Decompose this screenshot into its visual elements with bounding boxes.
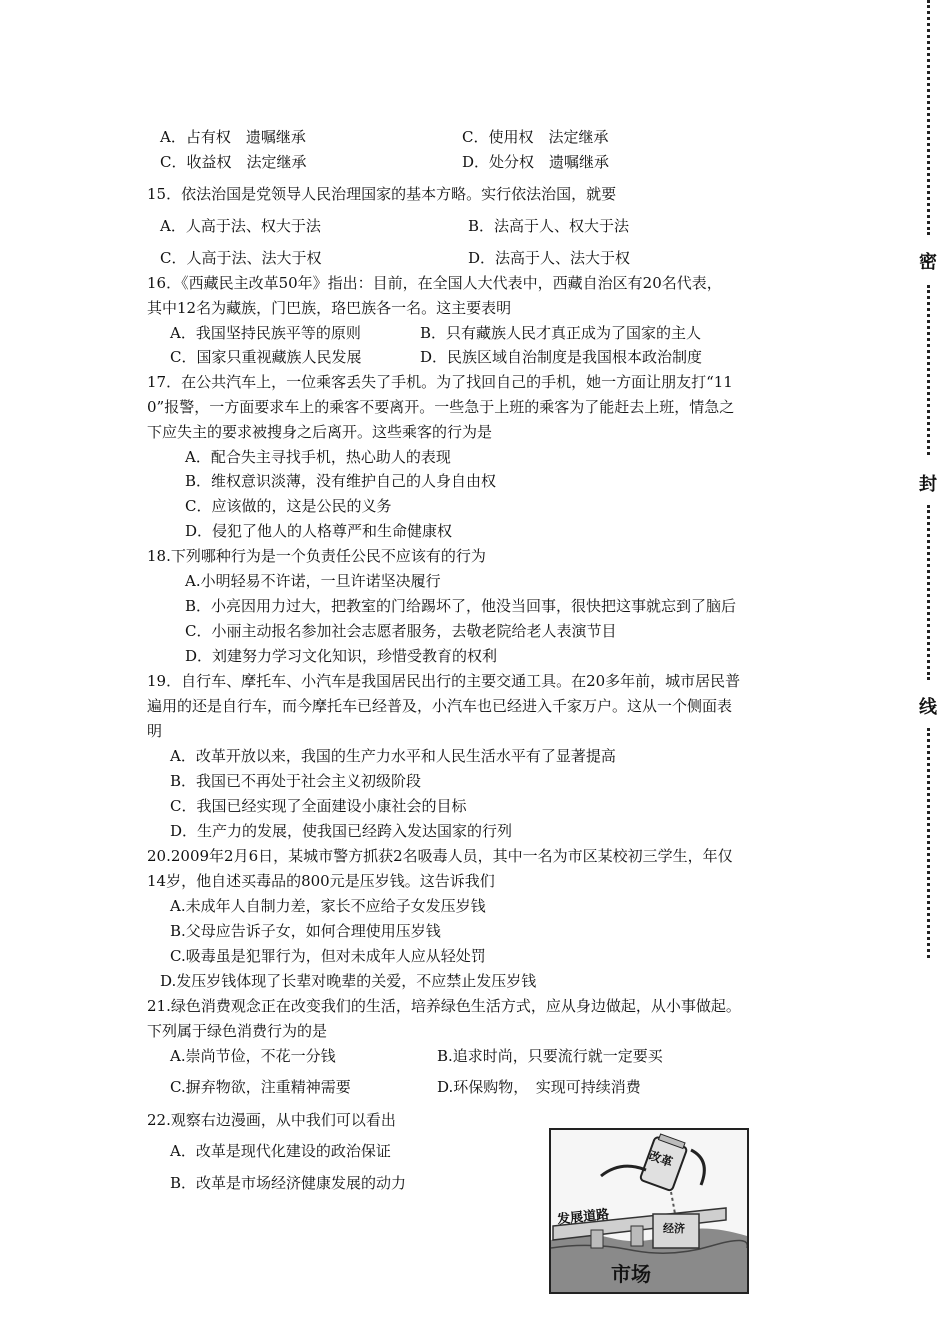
q20-stem-2: 14岁，他自述买毒品的800元是压岁钱。这告诉我们: [147, 872, 495, 890]
q21-option-d: D.环保购物， 实现可持续消费: [437, 1078, 641, 1096]
q18-option-b: B．小亮因用力过大，把教室的门给踢坏了，他没当回事，很快把这事就忘到了脑后: [185, 597, 737, 615]
q18-option-a: A.小明轻易不许诺，一旦许诺坚决履行: [185, 572, 441, 590]
q18-option-c: C．小丽主动报名参加社会志愿者服务，去敬老院给老人表演节目: [185, 622, 617, 640]
q16-option-b: B．只有藏族人民才真正成为了国家的主人: [420, 324, 702, 342]
q22-option-a: A．改革是现代化建设的政治保证: [170, 1142, 391, 1160]
cartoon-pillar-label: 经济: [663, 1222, 685, 1235]
q15-option-b: B．法高于人、权大于法: [468, 217, 630, 235]
q20-option-a: A.未成年人自制力差，家长不应给子女发压岁钱: [170, 897, 486, 915]
q16-option-c: C．国家只重视藏族人民发展: [170, 348, 362, 366]
q16-option-d: D．民族区域自治制度是我国根本政治制度: [420, 348, 703, 366]
binding-dots-lower: [927, 505, 930, 680]
q19-option-c: C．我国已经实现了全面建设小康社会的目标: [170, 797, 467, 815]
q14-option-a: A．占有权 遗嘱继承: [160, 128, 306, 146]
q17-stem-3: 下应失主的要求被搜身之后离开。这些乘客的行为是: [147, 423, 493, 441]
cartoon-road-label: 发展道路: [556, 1207, 610, 1228]
binding-char-feng: 封: [919, 474, 937, 495]
q21-option-b: B.追求时尚，只要流行就一定要买: [437, 1047, 663, 1065]
q20-option-c: C.吸毒虽是犯罪行为，但对未成年人应从轻处罚: [170, 947, 486, 965]
q16-option-a: A．我国坚持民族平等的原则: [170, 324, 361, 342]
binding-margin: [918, 0, 938, 1344]
q17-option-b: B．维权意识淡薄，没有维护自己的人身自由权: [185, 472, 497, 490]
q16-stem-2: 其中12名为藏族，门巴族，珞巴族各一名。这主要表明: [147, 299, 512, 317]
q17-stem-2: 0”报警，一方面要求车上的乘客不要离开。一些急于上班的乘客为了能赶去上班，情急之: [147, 398, 735, 416]
q17-option-c: C．应该做的，这是公民的义务: [185, 497, 392, 515]
q15-option-a: A．人高于法、权大于法: [160, 217, 321, 235]
q19-stem-2: 遍用的还是自行车，而今摩托车已经普及，小汽车也已经进入千家万户。这从一个侧面表: [147, 697, 733, 715]
binding-dots-upper: [927, 285, 930, 455]
q15-option-c: C．人高于法、法大于权: [160, 249, 322, 267]
binding-dots-top: [927, 0, 930, 235]
q16-stem-1: 16．《西藏民主改革50年》指出：目前，在全国人大代表中，西藏自治区有20名代表，: [147, 274, 722, 292]
q14-option-d: D．处分权 遗嘱继承: [462, 153, 610, 171]
q21-option-a: A.崇尚节俭，不花一分钱: [170, 1047, 336, 1065]
cartoon-can-label: 改革: [647, 1148, 675, 1170]
q21-stem-2: 下列属于绿色消费行为的是: [147, 1022, 328, 1040]
cartoon-ground-label: 市场: [611, 1262, 651, 1286]
binding-char-xian: 线: [919, 697, 937, 718]
q19-option-b: B．我国已不再处于社会主义初级阶段: [170, 772, 422, 790]
q20-option-d: D.发压岁钱体现了长辈对晚辈的关爱，不应禁止发压岁钱: [160, 972, 537, 990]
binding-char-mi: 密: [919, 252, 937, 273]
q14-option-b: C．使用权 法定继承: [462, 128, 609, 146]
q18-stem: 18.下列哪种行为是一个负责任公民不应该有的行为: [147, 547, 486, 565]
q17-option-d: D．侵犯了他人的人格尊严和生命健康权: [185, 522, 453, 540]
cartoon-illustration: [549, 1128, 749, 1294]
q22-stem: 22.观察右边漫画，从中我们可以看出: [147, 1111, 396, 1129]
q17-option-a: A．配合失主寻找手机，热心助人的表现: [185, 448, 451, 466]
q20-stem-1: 20.2009年2月6日，某城市警方抓获2名吸毒人员，其中一名为市区某校初三学生，年仅: [147, 847, 733, 865]
q18-option-d: D．刘建努力学习文化知识，珍惜受教育的权利: [185, 647, 498, 665]
q19-stem-3: 明: [147, 722, 163, 740]
q22-option-b: B．改革是市场经济健康发展的动力: [170, 1174, 407, 1192]
q15-stem: 15．依法治国是党领导人民治理国家的基本方略。实行依法治国，就要: [147, 185, 617, 203]
binding-dots-bottom: [927, 728, 930, 958]
q19-stem-1: 19．自行车、摩托车、小汽车是我国居民出行的主要交通工具。在20多年前，城市居民普: [147, 672, 741, 690]
q21-option-c: C.摒弃物欲，注重精神需要: [170, 1078, 351, 1096]
q15-option-d: D．法高于人、法大于权: [468, 249, 631, 267]
q19-option-a: A．改革开放以来，我国的生产力水平和人民生活水平有了显著提高: [170, 747, 616, 765]
q20-option-b: B.父母应告诉子女，如何合理使用压岁钱: [170, 922, 441, 940]
q19-option-d: D．生产力的发展，使我国已经跨入发达国家的行列: [170, 822, 513, 840]
q21-stem-1: 21.绿色消费观念正在改变我们的生活，培养绿色生活方式，应从身边做起，从小事做起。: [147, 997, 741, 1015]
q14-option-c: C．收益权 法定继承: [160, 153, 307, 171]
q17-stem-1: 17．在公共汽车上，一位乘客丢失了手机。为了找回自己的手机，她一方面让朋友打“11: [147, 373, 733, 391]
